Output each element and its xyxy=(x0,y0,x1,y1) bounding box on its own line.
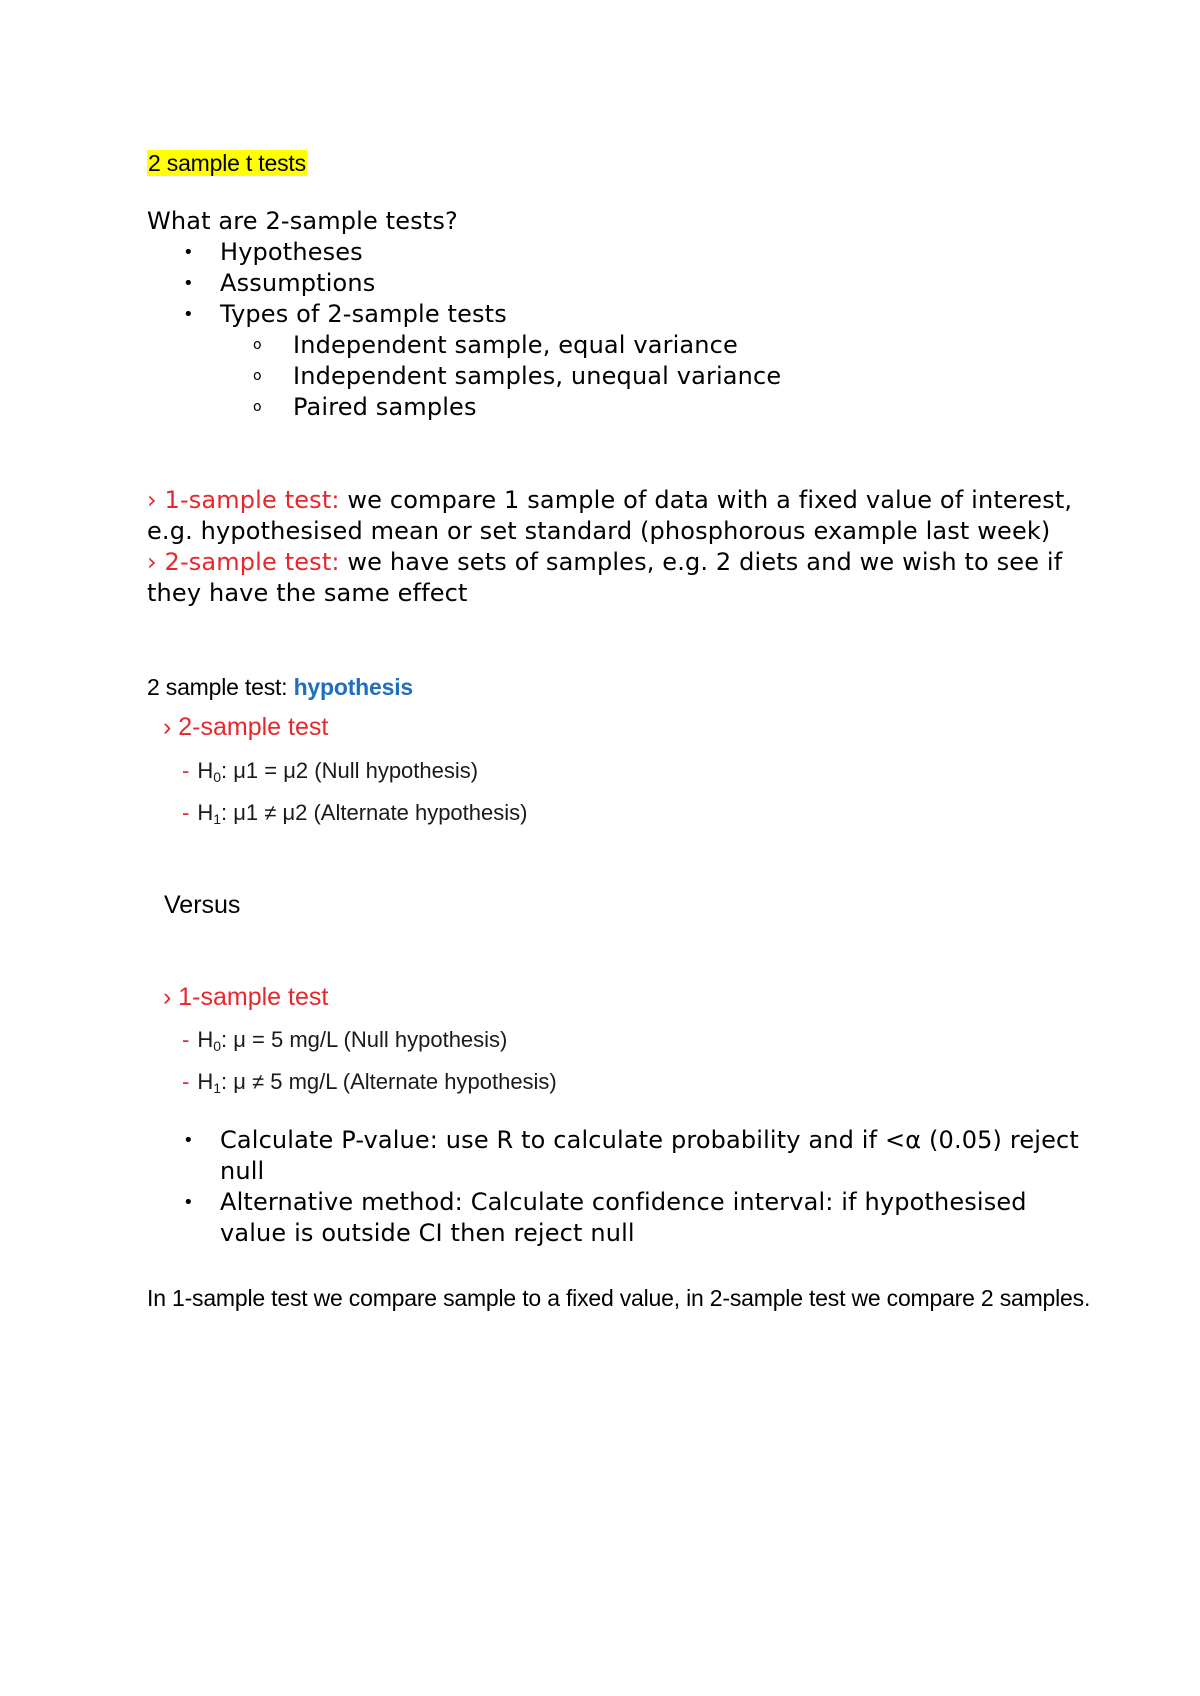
versus-label: Versus xyxy=(164,891,241,919)
document-title xyxy=(147,149,307,177)
circle-bullet-icon: o xyxy=(253,337,262,353)
definition-one xyxy=(147,485,1087,547)
sub-list xyxy=(220,330,1097,423)
hypothesis-emph: hypothesis xyxy=(293,674,413,700)
title-highlight: 2 sample t tests xyxy=(148,150,306,176)
list-item: • Hypotheses xyxy=(183,238,363,266)
slide-two-h1: - $H_1$: μ1 ≠ μ2 (Alternate hypothesis) xyxy=(182,800,528,827)
list-item: o Independent samples, unequal variance xyxy=(253,362,782,390)
slide-one-sample-heading: › 1-sample test xyxy=(163,983,329,1011)
definition-two-label: › 2-sample test: xyxy=(147,548,340,576)
slide-one-h0: - $H_0$: μ = 5 mg/L (Null hypothesis) xyxy=(182,1027,508,1054)
intro-section xyxy=(147,206,1097,423)
bullet-icon: • xyxy=(183,242,194,263)
definitions-section xyxy=(147,485,1087,609)
list-item: • Alternative method: Calculate confidence interval: if hypothesised value is outside CI then reject null xyxy=(183,1188,1027,1247)
methods-section xyxy=(147,1125,1097,1249)
list-item: o Independent sample, equal variance xyxy=(253,331,738,359)
hypothesis-heading: 2 sample test: hypothesis xyxy=(147,674,413,700)
slide-one-h1: - $H_1$: μ ≠ 5 mg/L (Alternate hypothesis) xyxy=(182,1069,557,1096)
bullet-icon: • xyxy=(183,1192,194,1213)
bullet-icon: • xyxy=(183,304,194,325)
definition-two-text: we have sets of samples, e.g. 2 diets and we wish to see if they have the same effect xyxy=(147,548,1063,607)
closing-paragraph: In 1-sample test we compare sample to a fixed value, in 2-sample test we compare 2 samples. xyxy=(147,1285,1091,1311)
circle-bullet-icon: o xyxy=(253,368,262,384)
bullet-icon: • xyxy=(183,1130,194,1151)
definition-two xyxy=(147,547,1087,609)
slide-two-sample-heading: › 2-sample test xyxy=(163,713,329,741)
slide-two-h0: - $H_0$: μ1 = μ2 (Null hypothesis) xyxy=(182,758,479,785)
intro-list xyxy=(147,237,1097,423)
intro-question: What are 2-sample tests? xyxy=(147,207,458,235)
definition-one-label: › 1-sample test: xyxy=(147,486,340,514)
list-item: • Types of 2-sample tests o Independent sample, equal variance o Independent samples, unequal variance o Paired samples xyxy=(147,299,1097,423)
methods-list xyxy=(147,1125,1097,1249)
definition-one-text: we compare 1 sample of data with a fixed value of interest, e.g. hypothesised mean or set standard (phosphorous example last week) xyxy=(147,486,1073,545)
list-item: • Assumptions xyxy=(183,269,376,297)
circle-bullet-icon: o xyxy=(253,399,262,415)
list-item: o Paired samples xyxy=(253,393,477,421)
bullet-icon: • xyxy=(183,273,194,294)
list-item: • Calculate P-value: use R to calculate probability and if <α (0.05) reject null xyxy=(183,1126,1079,1185)
